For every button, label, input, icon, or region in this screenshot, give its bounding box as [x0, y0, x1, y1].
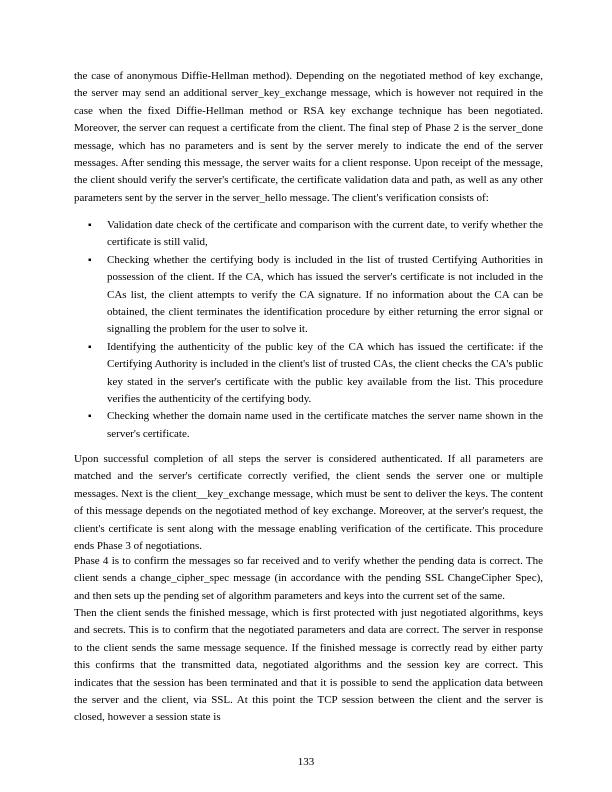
paragraph-finished-message: Then the client sends the finished message, which is first protected with just negotiated algorithms, keys and secrets. This is to confirm that the negotiated parameters and data are correct. The server in response to the client sends the same message sequence. If the finished message is correctly read by either party this confirms that the transmitted data, negotiated algorithms and the session key are correct. This indicates that the session has been terminated and that it is possible to send the application data between the server and the client, via SSL. At this point the TCP session between the client and the server is closed, however a session state is: [74, 607, 543, 724]
paragraph-phase3: Upon successful completion of all steps the server is considered authenticated. If all parameters are matched and the server's certificate correctly verified, the client sends the server one or multiple messages. Next is the client__key_exchange message, which must be sent to deliver the keys. The content of this message depends on the negotiated method of key exchange. Moreover, at the server's request, the client's certificate is sent along with the message enabling verification of the certificate. This procedure ends Phase 3 of negotiations.: [74, 453, 543, 553]
list-item: ▪ Checking whether the certifying body is included in the list of trusted Certifying Authorities in possession of the client. If the CA, which has issued the server's certificate is not included in the CAs list, the client attempts to verify the CA signature. If no information about the CA can be obtained, the client terminates the identification procedure by either returning the error signal or signalling the problem for the user to solve it.: [74, 252, 543, 339]
paragraph-phase4: Phase 4 is to confirm the messages so far received and to verify whether the pending data is correct. The client sends a change_cipher_spec message (in accordance with the pending SSL ChangeCipher Spec), and then sets up the pending set of algorithm parameters and keys into the current set of the same.: [74, 555, 543, 602]
list-item: ▪ Checking whether the domain name used in the certificate matches the server name shown in the server's certificate.: [74, 408, 543, 443]
list-item: ▪ Validation date check of the certificate and comparison with the current date, to verify whether the certificate is still valid,: [74, 217, 543, 252]
verification-steps-list: [74, 217, 543, 443]
list-item: ▪ Identifying the authenticity of the public key of the CA which has issued the certificate: if the Certifying Authority is included in the client's list of trusted CAs, the client checks the CA's public key stated in the server's certificate with the public key available from the list. This procedure verifies the authenticity of the certifying body.: [74, 339, 543, 409]
paragraph-phase2-verification: the case of anonymous Diffie-Hellman method). Depending on the negotiated method of key exchange, the server may send an additional server_key_exchange message, which is however not required in the case when the fixed Diffie-Hellman method or RSA key exchange technique has been negotiated. Moreover, the server can request a certificate from the client. The final step of Phase 2 is the server_done message, which has no parameters and is sent by the server merely to indicate the end of the server messages. After sending this message, the server waits for a client response. Upon receipt of the message, the client should verify the server's certificate, the certificate validation data and path, as well as any other parameters sent by the server in the server_hello message. The client's verification consists of:: [74, 70, 543, 204]
page-number: 133: [297, 756, 315, 768]
